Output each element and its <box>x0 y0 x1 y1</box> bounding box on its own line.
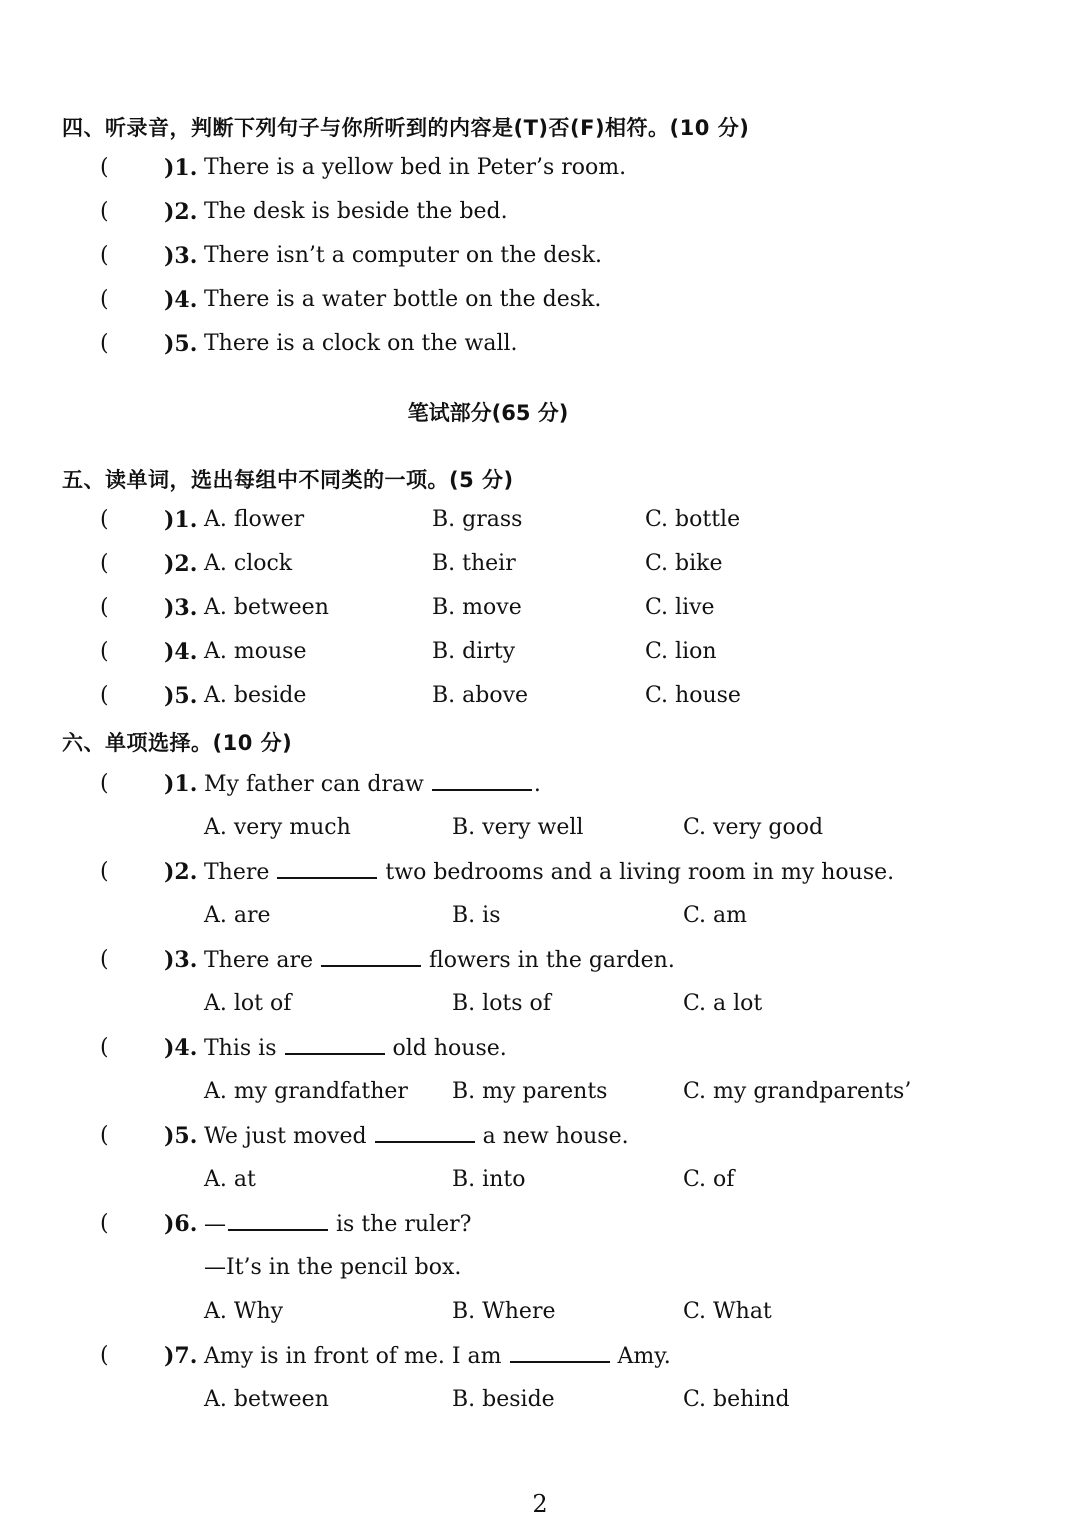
stem-text-after: Amy. <box>617 1344 671 1369</box>
section-4-title: 四、听录音，判断下列句子与你所听到的内容是(T)否(F)相符。(10 分) <box>62 116 750 140</box>
option-c: C. behind <box>683 1387 790 1412</box>
item-number: )4. <box>164 287 198 313</box>
item-number: )1. <box>164 507 198 533</box>
option-c: C. very good <box>683 815 824 840</box>
options-row <box>0 991 1080 1021</box>
option-b: B. Where <box>452 1299 556 1324</box>
item-number: )6. <box>164 1211 198 1237</box>
list-item <box>0 287 1080 317</box>
answer-paren[interactable]: ( <box>100 155 109 180</box>
option-a: A. clock <box>204 551 293 576</box>
list-item <box>0 551 1080 581</box>
option-c: C. bottle <box>645 507 741 532</box>
answer-paren[interactable]: ( <box>100 595 109 620</box>
list-item <box>0 683 1080 713</box>
answer-paren[interactable]: ( <box>100 507 109 532</box>
answer-paren[interactable]: ( <box>100 859 109 884</box>
question-stem <box>0 1211 1080 1241</box>
answer-paren[interactable]: ( <box>100 683 109 708</box>
option-c: C. live <box>645 595 715 620</box>
option-b: B. their <box>432 551 516 576</box>
section-6-title: 六、单项选择。(10 分) <box>62 731 293 755</box>
fill-blank[interactable] <box>510 1343 610 1363</box>
option-c: C. my grandparents’ <box>683 1079 912 1104</box>
list-item <box>0 331 1080 361</box>
answer-paren[interactable]: ( <box>100 947 109 972</box>
stem-text-before: We just moved <box>204 1124 367 1149</box>
answer-paren[interactable]: ( <box>100 1343 109 1368</box>
answer-paren[interactable]: ( <box>100 1211 109 1236</box>
stem-text-before: There <box>204 860 270 885</box>
option-c: C. a lot <box>683 991 763 1016</box>
fill-blank[interactable] <box>432 771 532 791</box>
item-number: )4. <box>164 1035 198 1061</box>
options-row <box>0 1387 1080 1417</box>
item-text: There is a water bottle on the desk. <box>204 287 602 312</box>
stem-text-before: — <box>204 1212 226 1237</box>
option-b: B. into <box>452 1167 526 1192</box>
list-item <box>0 507 1080 537</box>
question-stem <box>0 1035 1080 1065</box>
fill-blank[interactable] <box>277 859 377 879</box>
option-b: B. beside <box>452 1387 555 1412</box>
stem-text-after: flowers in the garden. <box>429 948 675 973</box>
dialogue-answer: —It’s in the pencil box. <box>204 1255 462 1280</box>
stem-text-after: two bedrooms and a living room in my house. <box>385 860 895 885</box>
question-stem <box>0 947 1080 977</box>
option-b: B. very well <box>452 815 584 840</box>
option-a: A. very much <box>204 815 351 840</box>
option-a: A. flower <box>204 507 305 532</box>
list-item <box>0 639 1080 669</box>
item-number: )3. <box>164 243 198 269</box>
options-row <box>0 1299 1080 1329</box>
list-item <box>0 595 1080 625</box>
option-a: A. between <box>204 1387 329 1412</box>
item-number: )4. <box>164 639 198 665</box>
option-a: A. lot of <box>204 991 292 1016</box>
stem-text-before: My father can draw <box>204 772 424 797</box>
option-a: A. are <box>204 903 271 928</box>
answer-paren[interactable]: ( <box>100 771 109 796</box>
stem-text-before: Amy is in front of me. I am <box>204 1344 502 1369</box>
list-item <box>0 199 1080 229</box>
question-stem <box>0 771 1080 801</box>
list-item <box>0 155 1080 185</box>
item-number: )1. <box>164 155 198 181</box>
option-b: B. is <box>452 903 501 928</box>
options-row <box>0 1167 1080 1197</box>
question-stem <box>0 859 1080 889</box>
item-number: )1. <box>164 771 198 797</box>
option-a: A. mouse <box>204 639 307 664</box>
options-row <box>0 1079 1080 1109</box>
option-c: C. lion <box>645 639 717 664</box>
option-c: C. bike <box>645 551 723 576</box>
option-c: C. house <box>645 683 741 708</box>
stem-text-after: old house. <box>392 1036 507 1061</box>
stem-text-after: is the ruler? <box>336 1212 472 1237</box>
option-b: B. dirty <box>432 639 516 664</box>
fill-blank[interactable] <box>228 1211 328 1231</box>
section-5-title: 五、读单词，选出每组中不同类的一项。(5 分) <box>62 468 514 492</box>
option-c: C. What <box>683 1299 772 1324</box>
item-text: The desk is beside the bed. <box>204 199 508 224</box>
option-a: A. beside <box>204 683 307 708</box>
page-number: 2 <box>532 1490 548 1518</box>
option-a: A. at <box>204 1167 256 1192</box>
option-b: B. my parents <box>452 1079 608 1104</box>
answer-paren[interactable]: ( <box>100 199 109 224</box>
item-number: )2. <box>164 551 198 577</box>
answer-paren[interactable]: ( <box>100 243 109 268</box>
item-number: )3. <box>164 947 198 973</box>
answer-paren[interactable]: ( <box>100 1123 109 1148</box>
item-text: There is a clock on the wall. <box>204 331 518 356</box>
answer-paren[interactable]: ( <box>100 551 109 576</box>
option-a: A. Why <box>204 1299 284 1324</box>
item-number: )2. <box>164 199 198 225</box>
options-row <box>0 903 1080 933</box>
option-a: A. between <box>204 595 329 620</box>
item-text: There isn’t a computer on the desk. <box>204 243 603 268</box>
answer-paren[interactable]: ( <box>100 1035 109 1060</box>
item-number: )2. <box>164 859 198 885</box>
options-row <box>0 815 1080 845</box>
stem-text-after: . <box>533 772 541 797</box>
question-stem <box>0 1343 1080 1373</box>
answer-paren[interactable]: ( <box>100 331 109 356</box>
item-number: )3. <box>164 595 198 621</box>
question-stem <box>0 1123 1080 1153</box>
stem-text-before: There are <box>204 948 314 973</box>
item-text: There is a yellow bed in Peter’s room. <box>204 155 627 180</box>
option-b: B. move <box>432 595 522 620</box>
list-item <box>0 243 1080 273</box>
option-b: B. lots of <box>452 991 551 1016</box>
written-part-title: 笔试部分(65 分) <box>407 401 569 425</box>
stem-text-before: This is <box>204 1036 277 1061</box>
option-c: C. of <box>683 1167 735 1192</box>
fill-blank[interactable] <box>321 947 421 967</box>
item-number: )7. <box>164 1343 198 1369</box>
answer-paren[interactable]: ( <box>100 639 109 664</box>
answer-paren[interactable]: ( <box>100 287 109 312</box>
item-number: )5. <box>164 1123 198 1149</box>
stem-text-after: a new house. <box>482 1124 629 1149</box>
item-number: )5. <box>164 331 198 357</box>
fill-blank[interactable] <box>375 1123 475 1143</box>
option-b: B. grass <box>432 507 523 532</box>
option-c: C. am <box>683 903 748 928</box>
option-b: B. above <box>432 683 529 708</box>
fill-blank[interactable] <box>285 1035 385 1055</box>
item-number: )5. <box>164 683 198 709</box>
answer-line-row <box>0 1255 1080 1285</box>
option-a: A. my grandfather <box>204 1079 408 1104</box>
